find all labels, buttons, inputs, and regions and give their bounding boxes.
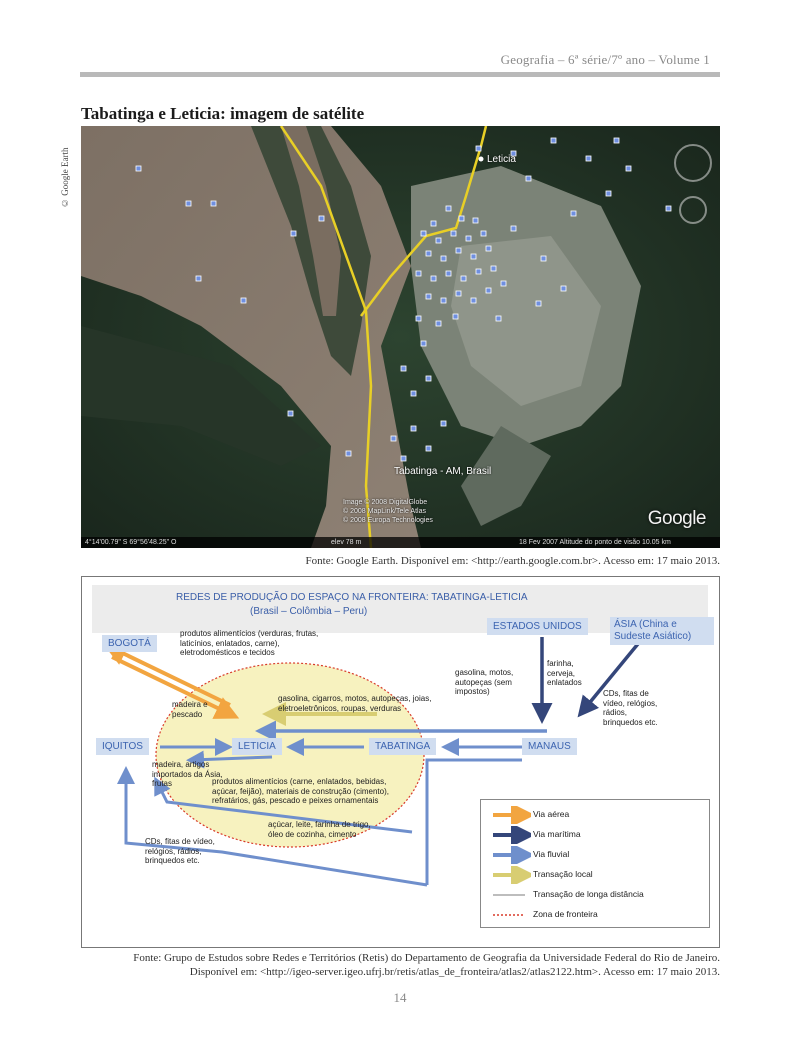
elevation-readout: elev 78 m	[331, 539, 362, 546]
city-iquitos: IQUITOS	[96, 738, 149, 755]
image-credit: © Google Earth	[60, 147, 70, 208]
city-bogota: BOGOTÁ	[102, 635, 157, 652]
flow-label: madeira, artigos importados da Ásia, frutas	[152, 760, 223, 788]
running-header: Geografia – 6ª série/7º ano – Volume 1	[500, 52, 710, 67]
google-logo: Google	[647, 508, 706, 529]
flow-label: açúcar, leite, farinha de trigo, óleo de cozinha, cimento	[268, 820, 371, 839]
flow-label: CDs, fitas de vídeo, relógios, rádios, brinquedos etc.	[145, 837, 215, 865]
flow-label: farinha, cerveja, enlatados	[547, 659, 582, 687]
diagram-legend	[480, 799, 710, 928]
city-tabatinga: TABATINGA	[369, 738, 436, 755]
flow-label: produtos alimentícios (carne, enlatados, bebidas, açúcar, feijão), materiais de construção (cimento), refratários, gás, pescado e peixes ornamentais	[212, 777, 389, 805]
network-diagram	[81, 576, 720, 948]
legend-item-maritime: Via marítima	[533, 829, 581, 839]
city-asia: ÁSIA (China e Sudeste Asiático)	[610, 617, 714, 645]
imagery-copyright: Image © 2008 DigitalGlobe © 2008 MapLink/Tele Atlas © 2008 Europa Technologies	[343, 499, 433, 524]
compass-control[interactable]	[674, 144, 712, 182]
date-altitude-readout: 18 Fev 2007 Altitude do ponto de visão 10.05 km	[519, 539, 671, 546]
flow-label: madeira e pescado	[172, 700, 208, 719]
satellite-image	[81, 126, 720, 548]
flow-label: gasolina, motos, autopeças (sem impostos)	[455, 668, 514, 696]
city-manaus: MANAUS	[522, 738, 577, 755]
coordinates-readout: 4°14'00.79" S 69°56'48.25" O	[85, 539, 177, 546]
section-title: Tabatinga e Leticia: imagem de satélite	[81, 104, 365, 123]
satellite-caption: Fonte: Google Earth. Disponível em: <http://earth.google.com.br>. Acesso em: 17 maio 2013.	[305, 555, 720, 567]
legend-item-air: Via aérea	[533, 809, 570, 819]
status-bar	[81, 537, 720, 548]
header-rule	[80, 72, 720, 77]
legend-item-frontier-zone: Zona de fronteira	[533, 909, 598, 919]
tabatinga-label: Tabatinga - AM, Brasil	[394, 466, 492, 477]
tilt-control[interactable]	[679, 196, 707, 224]
city-estados-unidos: ESTADOS UNIDOS	[487, 618, 588, 635]
diagram-title: REDES DE PRODUÇÃO DO ESPAÇO NA FRONTEIRA: TABATINGA-LETICIA	[176, 592, 528, 603]
flow-label: CDs, fitas de vídeo, relógios, rádios, brinquedos etc.	[603, 689, 658, 727]
city-leticia: LETICIA	[232, 738, 282, 755]
flow-label: gasolina, cigarros, motos, autopeças, joias, eletroeletrônicos, roupas, verduras	[278, 694, 432, 713]
page-number: 14	[393, 990, 407, 1005]
diagram-subtitle: (Brasil – Colômbia – Peru)	[250, 606, 368, 617]
legend-item-fluvial: Via fluvial	[533, 849, 570, 859]
leticia-label: Leticia	[487, 154, 516, 165]
diagram-source: Fonte: Grupo de Estudos sobre Redes e Territórios (Retis) do Departamento de Geografia da Universidade Federal do Rio de Janeiro. Disponível em: <http://igeo-server.igeo.ufrj.br/retis/atlas_de_fronteira/atlas2/atlas2122.htm>. Acesso em: 17 maio 2013.	[133, 952, 720, 978]
flow-label: produtos alimentícios (verduras, frutas, laticínios, enlatados, carne), eletrodomésticos e tecidos	[180, 629, 319, 657]
legend-item-long-distance: Transação de longa distância	[533, 889, 644, 899]
satellite-terrain	[81, 126, 720, 548]
legend-item-local: Transação local	[533, 869, 593, 879]
